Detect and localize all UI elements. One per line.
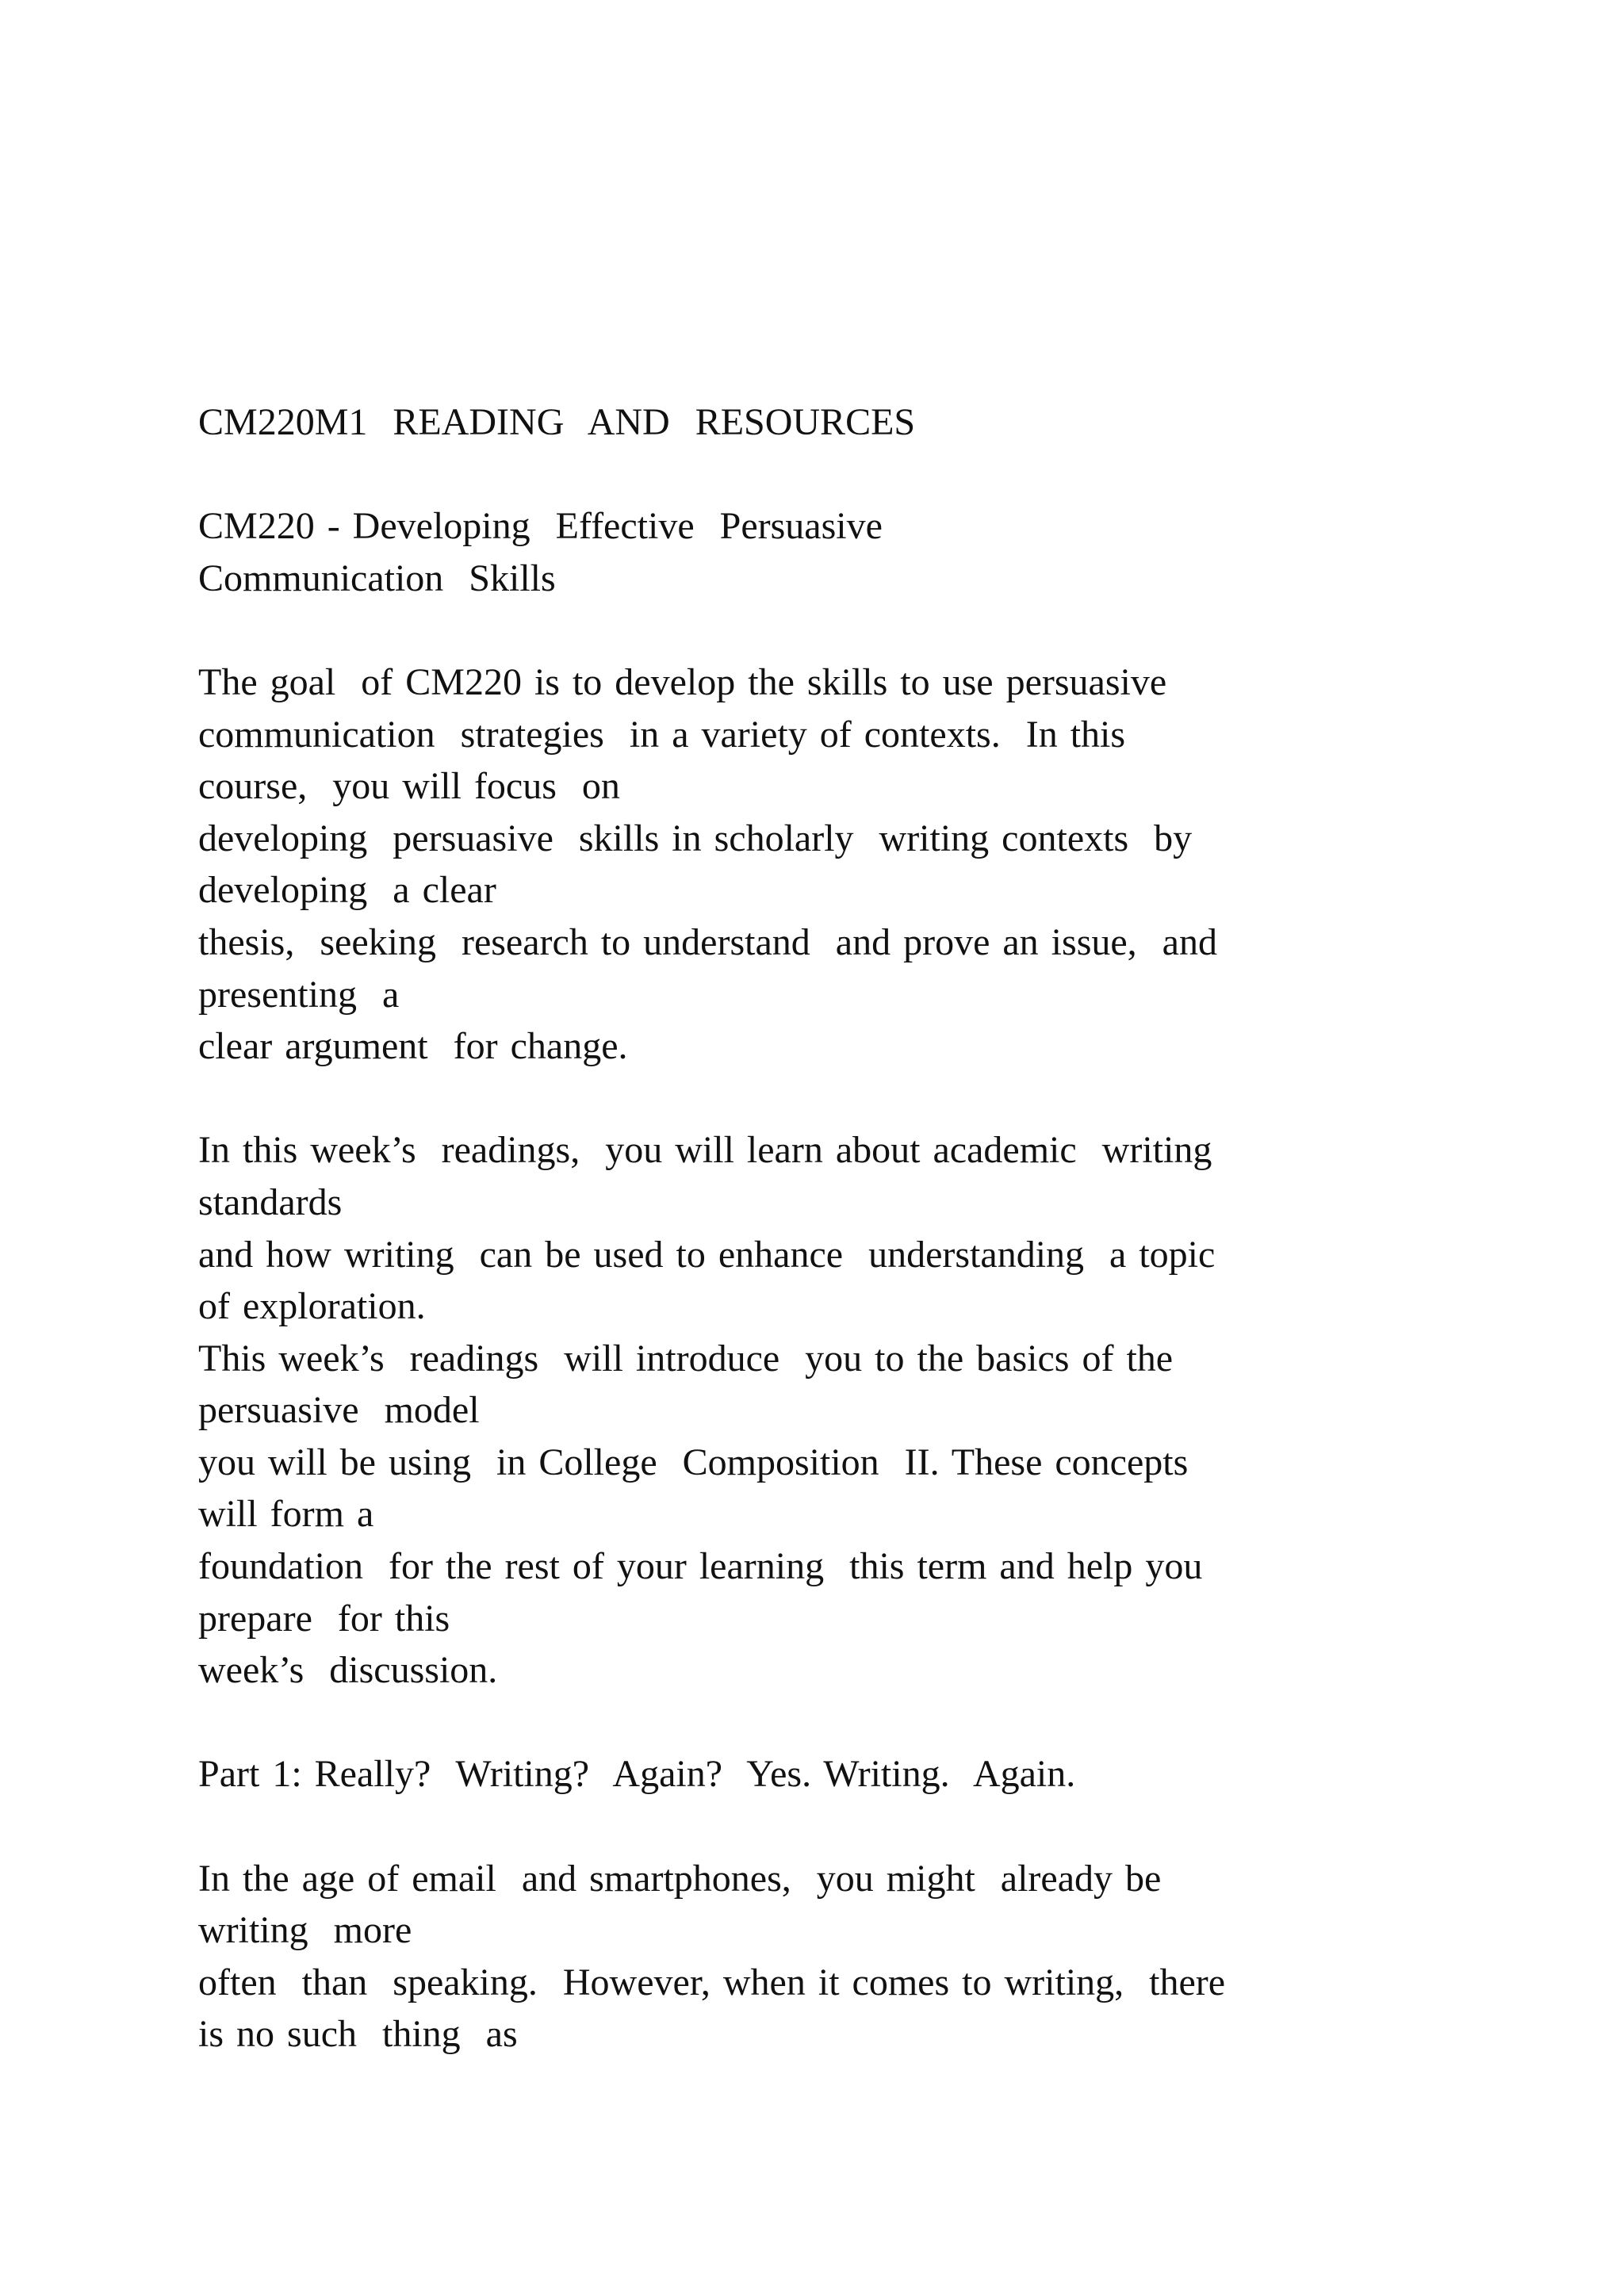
paragraph-2-line: foundation for the rest of your learning this term and help you xyxy=(198,1545,1203,1588)
paragraph-3-line: writing more xyxy=(198,1909,412,1952)
paragraph-2-line: standards xyxy=(198,1181,343,1223)
paragraph-1-line: developing a clear xyxy=(198,869,496,912)
paragraph-2-line: week’s discussion. xyxy=(198,1649,498,1692)
paragraph-2-line: prepare for this xyxy=(198,1597,450,1640)
paragraph-1-line: developing persuasive skills in scholarly writing contexts by xyxy=(198,817,1193,859)
paragraph-3-line: often than speaking. However, when it comes to writing, there xyxy=(198,1961,1226,2003)
paragraph-1-line: presenting a xyxy=(198,973,400,1016)
paragraph-2-line: you will be using in College Composition II. These concepts xyxy=(198,1441,1189,1483)
paragraph-2-line: persuasive model xyxy=(198,1389,480,1432)
paragraph-1-line: clear argument for change. xyxy=(198,1025,628,1068)
subtitle-line: Communication Skills xyxy=(198,557,556,599)
paragraph-3-line: In the age of email and smartphones, you might already be xyxy=(198,1857,1162,1900)
paragraph-1-line: communication strategies in a variety of contexts. In this xyxy=(198,713,1126,756)
document-body xyxy=(198,396,1467,2061)
document-title: CM220M1 READING AND RESOURCES xyxy=(198,401,916,443)
paragraph-1-line: course, you will focus on xyxy=(198,765,620,808)
spacer xyxy=(198,449,1467,501)
spacer xyxy=(198,1073,1467,1125)
spacer xyxy=(198,1697,1467,1749)
paragraph-1-line: thesis, seeking research to understand and prove an issue, and xyxy=(198,920,1217,963)
paragraph-2-line: In this week’s readings, you will learn about academic writing xyxy=(198,1129,1212,1172)
part-heading: Part 1: Really? Writing? Again? Yes. Writing. Again. xyxy=(198,1753,1076,1796)
paragraph-2-line: and how writing can be used to enhance understanding a topic xyxy=(198,1233,1216,1276)
spacer xyxy=(198,1800,1467,1853)
paragraph-2-line: of exploration. xyxy=(198,1285,426,1328)
paragraph-1-line: The goal of CM220 is to develop the skills to use persuasive xyxy=(198,660,1167,703)
paragraph-2-line: This week’s readings will introduce you to the basics of the xyxy=(198,1337,1174,1380)
spacer xyxy=(198,604,1467,656)
paragraph-2-line: will form a xyxy=(198,1493,374,1536)
subtitle-line: CM220 - Developing Effective Persuasive xyxy=(198,505,883,548)
paragraph-3-line: is no such thing as xyxy=(198,2013,518,2056)
